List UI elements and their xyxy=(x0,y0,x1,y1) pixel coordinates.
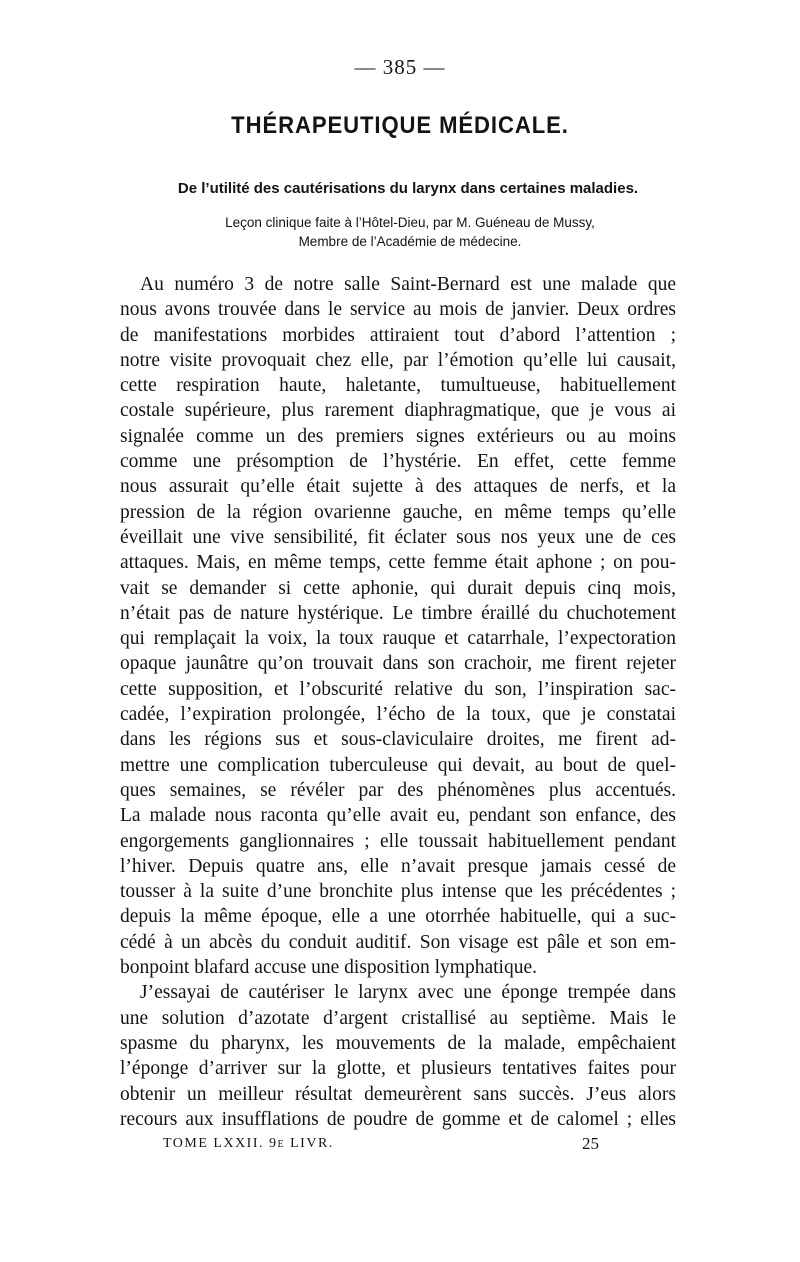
text-line: l’hiver. Depuis quatre ans, elle n’avait presque jamais cessé de xyxy=(120,855,676,877)
byline xyxy=(160,213,660,251)
text-line: cédé à un abcès du conduit auditif. Son visage est pâle et son em- xyxy=(120,931,676,953)
article-title: De l’utilité des cautérisations du larynx dans certaines maladies. xyxy=(177,180,639,197)
text-line: nous assurait qu’elle était sujette à des attaques de nerfs, et la xyxy=(120,476,676,498)
text-line: signalée comme un des premiers signes extérieurs ou au moins xyxy=(120,425,676,447)
text-line: éveillait une vive sensibilité, fit éclater sous nos yeux une de ces xyxy=(120,526,676,548)
text-line: comme une présomption de l’hystérie. En effet, cette femme xyxy=(120,451,676,473)
text-line: tousser à la suite d’une bronchite plus intense que les précédentes ; xyxy=(120,881,676,903)
text-line: bonpoint blafard accuse une disposition lymphatique. xyxy=(120,957,537,979)
text-line: n’était pas de nature hystérique. Le timbre éraillé du chuchotement xyxy=(120,602,676,624)
text-line: Au numéro 3 de notre salle Saint-Bernard est une malade que xyxy=(140,274,676,295)
text-line: une solution d’azotate d’argent cristallisé au septième. Mais le xyxy=(120,1007,676,1029)
footer-sheet-number: 25 xyxy=(582,1134,599,1153)
text-line: attaques. Mais, en même temps, cette femme était aphone ; on pou- xyxy=(120,552,676,574)
text-line: recours aux insufflations de poudre de gomme et de calomel ; elles xyxy=(120,1108,676,1130)
byline-line: Leçon clinique faite à l’Hôtel-Dieu, par M. Guéneau de Mussy, xyxy=(225,215,595,230)
text-line: depuis la même époque, elle a une otorrhée habituelle, qui a suc- xyxy=(120,906,676,928)
text-line: notre visite provoquait chez elle, par l’émotion qu’elle lui causait, xyxy=(120,349,676,371)
text-line: dans les régions sus et sous-claviculaire droites, me firent ad- xyxy=(120,729,676,751)
page-number: — 385 — xyxy=(354,55,446,79)
text-line: opaque jaunâtre qu’on trouvait dans son crachoir, me firent rejeter xyxy=(120,653,676,675)
body-text xyxy=(120,272,676,1132)
text-line: J’essayai de cautériser le larynx avec une éponge trempée dans xyxy=(140,982,676,1004)
footer-signature: TOME LXXII. 9e LIVR. xyxy=(163,1136,334,1151)
text-line: vait se demander si cette aphonie, qui durait depuis cinq mois, xyxy=(120,577,676,599)
text-line: qui remplaçait la voix, la toux rauque et catarrhale, l’expectoration xyxy=(120,628,676,650)
text-line: cette respiration haute, haletante, tumultueuse, habituellement xyxy=(120,375,676,397)
text-line: La malade nous raconta qu’elle avait eu, pendant son enfance, des xyxy=(120,805,676,827)
text-line: cette supposition, et l’obscurité relative du son, l’inspiration sac- xyxy=(120,678,676,700)
paragraph xyxy=(120,980,676,1132)
text-line: spasme du pharynx, les mouvements de la malade, empêchaient xyxy=(120,1032,676,1054)
text-line: costale supérieure, plus rarement diaphragmatique, que je vous ai xyxy=(120,400,676,422)
text-line: obtenir un meilleur résultat demeurèrent sans succès. J’eus alors xyxy=(120,1083,676,1105)
section-title: THÉRAPEUTIQUE MÉDICALE. xyxy=(231,112,569,139)
text-line: cadée, l’expiration prolongée, l’écho de la toux, que je constatai xyxy=(120,704,676,726)
text-line: mettre une complication tuberculeuse qui devait, au bout de quel- xyxy=(120,754,676,776)
text-line: ques semaines, se révéler par des phénomènes plus accentués. xyxy=(120,779,676,801)
byline-line: Membre de l’Académie de médecine. xyxy=(298,234,522,249)
text-line: engorgements ganglionnaires ; elle toussait habituellement pendant xyxy=(120,830,676,852)
text-line: nous avons trouvée dans le service au mois de janvier. Deux ordres xyxy=(120,299,676,321)
text-line: l’éponge d’arriver sur la glotte, et plusieurs tentatives faites pour xyxy=(120,1058,676,1080)
text-line: pression de la région ovarienne gauche, en même temps qu’elle xyxy=(120,501,676,523)
paragraph xyxy=(120,272,676,980)
text-line: de manifestations morbides attiraient tout d’abord l’attention ; xyxy=(120,324,676,346)
